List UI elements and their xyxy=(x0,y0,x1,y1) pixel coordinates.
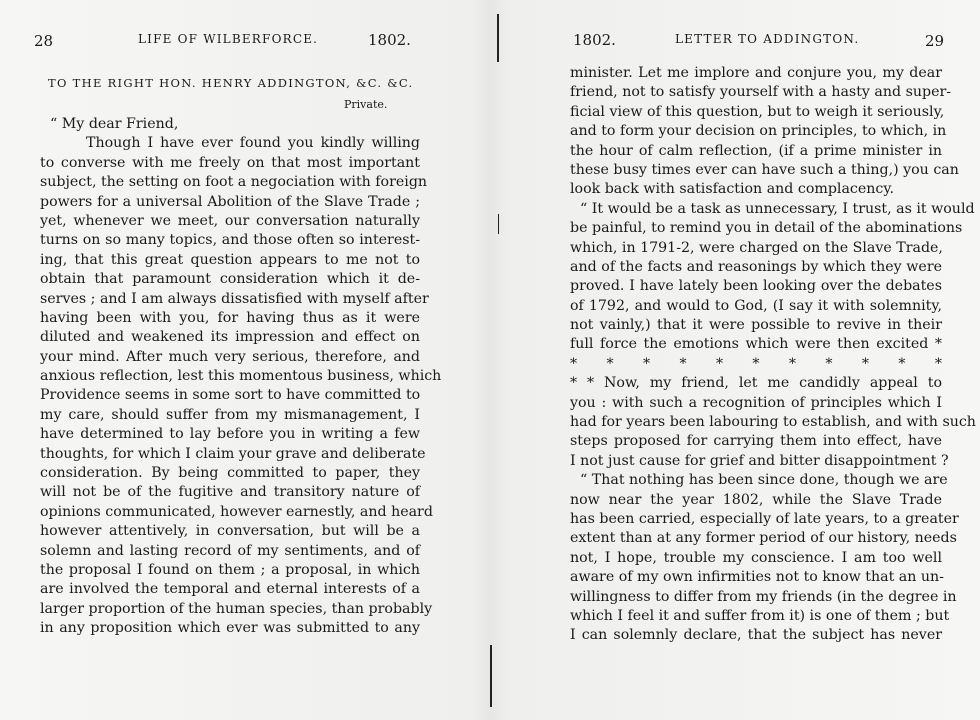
text-line: of 1792, and would to God, (I say it with solemnity, xyxy=(570,297,942,314)
text-line: the hour of calm reflection, (if a prime minister in xyxy=(570,142,942,159)
text-line: which I feel it and suffer from it) is one of them ; but xyxy=(570,607,950,624)
text-line: “ My dear Friend, xyxy=(50,116,179,132)
text-line: however attentively, in conversation, but will be a xyxy=(40,523,420,540)
text-line: minister. Let me implore and conjure you, my dear xyxy=(570,65,942,81)
text-line: your mind. After much very serious, therefore, and xyxy=(40,348,420,365)
text-line: * * Now, my friend, let me candidly appeal to xyxy=(570,375,942,392)
running-head: LETTER TO ADDINGTON. xyxy=(675,32,860,46)
text-line: thoughts, for which I claim your grave and deliberate xyxy=(40,445,426,462)
text-line: consideration. By being committed to paper, they xyxy=(40,465,420,482)
year-heading: 1802. xyxy=(368,31,411,49)
text-line: having been with you, for having thus as it were xyxy=(40,309,420,326)
text-line: full force the emotions which were then excited * xyxy=(570,336,942,353)
text-line: proved. I have lately been looking over the debates xyxy=(570,278,942,295)
text-line: “ It would be a task as unnecessary, I trust, as it would xyxy=(580,200,975,217)
text-line: “ That nothing has been since done, though we are xyxy=(580,472,948,489)
text-line: powers for a universal Abolition of the Slave Trade ; xyxy=(40,193,420,210)
text-line: I not just cause for grief and bitter disappointment ? xyxy=(570,452,949,469)
text-line: and of the facts and reasonings by which they were xyxy=(570,258,942,275)
text-line: be painful, to remind you in detail of the abominations xyxy=(570,220,963,237)
text-line: Though I have ever found you kindly willing xyxy=(86,135,420,152)
text-line: these busy times ever can have such a thing,) you can xyxy=(570,161,959,178)
text-line: Providence seems in some sort to have committed to xyxy=(40,387,421,404)
text-line: obtain that paramount consideration which it de- xyxy=(40,271,420,288)
text-line: anxious reflection, lest this momentous business, which xyxy=(40,368,442,385)
text-line: now near the year 1802, while the Slave Trade xyxy=(570,491,942,508)
text-line: not vainly,) that it were possible to revive in their xyxy=(570,317,942,334)
text-line: my care, should suffer from my mismanagement, I xyxy=(40,406,420,423)
text-line: diluted and weakened its impression and effect on xyxy=(40,329,420,346)
text-line: I can solemnly declare, that the subject has never xyxy=(570,627,942,644)
text-line: subject, the setting on foot a negociation with foreign xyxy=(40,174,428,191)
text-line: opinions communicated, however earnestly, and heard xyxy=(40,503,433,520)
text-line: extent than at any former period of our history, needs xyxy=(570,530,957,547)
text-line: serves ; and I am always dissatisfied with myself after xyxy=(40,290,429,307)
left-text-block xyxy=(40,115,442,639)
text-line: has been carried, especially of late years, to a greater xyxy=(570,510,959,527)
text-line: willingness to differ from my friends (in the degree in xyxy=(570,588,957,605)
text-line: had for years been labouring to establish, and with such xyxy=(570,414,976,431)
text-line: yet, whenever we meet, our conversation naturally xyxy=(40,212,420,229)
text-line: ing, that this great question appears to me not to xyxy=(40,251,420,268)
page-number: 28 xyxy=(34,32,54,50)
text-line: in any proposition which ever was submitted to any xyxy=(40,620,420,637)
text-line: are involved the temporal and eternal interests of a xyxy=(40,581,420,598)
page-number: 29 xyxy=(925,32,945,50)
running-head: LIFE OF WILBERFORCE. xyxy=(138,32,319,46)
text-line: look back with satisfaction and complacency. xyxy=(570,181,894,198)
text-line: steps proposed for carrying them into effect, have xyxy=(570,433,942,450)
letter-address: TO THE RIGHT HON. HENRY ADDINGTON, &C. &C. xyxy=(48,76,414,90)
text-line: turns on so many topics, and those often so interest- xyxy=(40,232,420,249)
text-line: to converse with me freely on that most important xyxy=(40,154,420,171)
right-page xyxy=(495,0,980,720)
asterism-line: * * * * * * * * * * * xyxy=(570,355,942,372)
text-line: and to form your decision on principles, to which, in xyxy=(570,123,947,140)
text-line: aware of my own infirmities not to know that an un- xyxy=(570,569,944,586)
text-line: friend, not to satisfy yourself with a hasty and super- xyxy=(570,84,952,101)
gutter-mark xyxy=(490,645,492,707)
text-line: you : with such a recognition of principles which I xyxy=(570,394,942,411)
text-line: which, in 1791-2, were charged on the Slave Trade, xyxy=(570,239,943,256)
text-line: will not be of the fugitive and transitory nature of xyxy=(40,484,420,501)
text-line: not, I hope, trouble my conscience. I am too well xyxy=(570,549,942,566)
text-line: have determined to lay before you in writing a few xyxy=(40,426,420,443)
text-line: the proposal I found on them ; a proposal, in which xyxy=(40,561,420,578)
text-line: solemn and lasting record of my sentiments, and of xyxy=(40,542,420,559)
text-line: larger proportion of the human species, than probably xyxy=(40,600,433,617)
private-label: Private. xyxy=(344,98,388,111)
text-line: ficial view of this question, but to weigh it seriously, xyxy=(570,103,945,120)
right-text-block xyxy=(570,64,976,646)
year-heading: 1802. xyxy=(573,31,616,49)
